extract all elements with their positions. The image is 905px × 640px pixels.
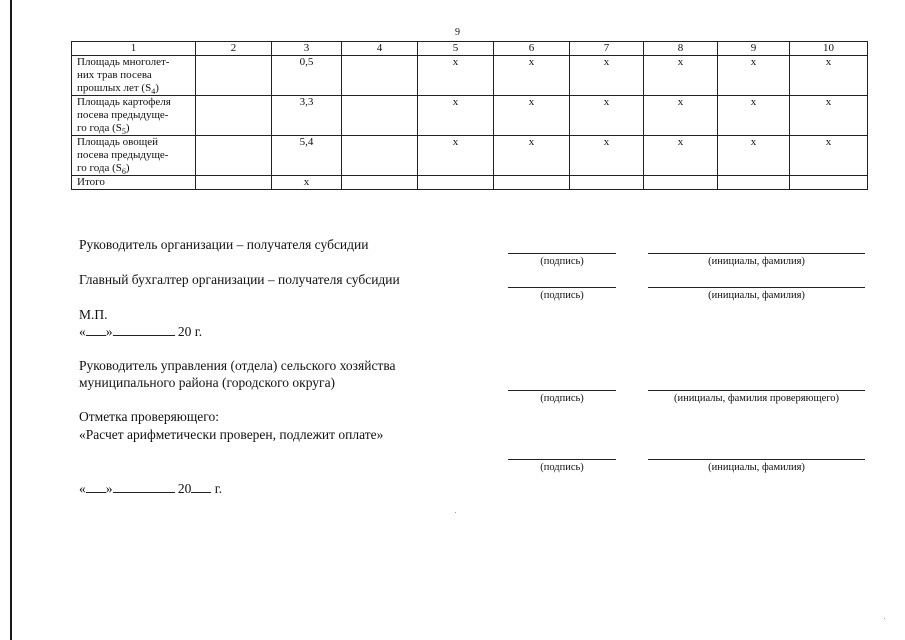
table-cell: х bbox=[718, 136, 790, 176]
signature-caption: (подпись) bbox=[540, 290, 584, 301]
row-label: Площадь многолет- них трав посева прошлых лет $(S_4)$ bbox=[72, 56, 196, 96]
dept-head-title-line2: муниципального района (городского округа) bbox=[79, 375, 336, 390]
table-cell bbox=[196, 176, 272, 190]
table-cell: х bbox=[718, 56, 790, 96]
table-cell: х bbox=[418, 56, 494, 96]
page-number: 9 bbox=[455, 27, 460, 38]
table-cell bbox=[718, 176, 790, 190]
table-cell bbox=[196, 56, 272, 96]
column-header: 2 bbox=[196, 42, 272, 56]
row-label: Итого bbox=[72, 176, 196, 190]
table-cell bbox=[342, 96, 418, 136]
table-cell bbox=[644, 176, 718, 190]
column-header: 7 bbox=[570, 42, 644, 56]
name-line bbox=[648, 459, 865, 460]
table-cell: х bbox=[644, 56, 718, 96]
date-field: « » 20 г. bbox=[79, 324, 203, 339]
signature-line bbox=[508, 253, 616, 254]
subsidy-calculation-table bbox=[71, 41, 868, 190]
table-cell: х bbox=[570, 96, 644, 136]
signature-line bbox=[508, 390, 616, 391]
checker-name-caption: (инициалы, фамилия проверяющего) bbox=[673, 393, 840, 404]
scan-speck bbox=[455, 512, 456, 513]
table-cell bbox=[418, 176, 494, 190]
table-cell bbox=[494, 176, 570, 190]
signature-caption: (подпись) bbox=[540, 256, 584, 267]
checker-mark-text: «Расчет арифметически проверен, подлежит оплате» bbox=[79, 427, 384, 442]
table-row bbox=[72, 136, 868, 176]
table-cell: х bbox=[494, 96, 570, 136]
check-date-field: « » 20 г. bbox=[79, 481, 223, 496]
table-cell: х bbox=[494, 56, 570, 96]
signature-caption: (подпись) bbox=[540, 462, 584, 473]
name-line bbox=[648, 253, 865, 254]
stamp-place-label: М.П. bbox=[79, 307, 108, 322]
table-cell: х bbox=[418, 96, 494, 136]
signature-line bbox=[508, 459, 616, 460]
table-cell bbox=[196, 96, 272, 136]
name-caption: (инициалы, фамилия) bbox=[708, 290, 805, 301]
column-header: 5 bbox=[418, 42, 494, 56]
table-cell: х bbox=[644, 96, 718, 136]
table-cell: х bbox=[570, 136, 644, 176]
column-header: 10 bbox=[790, 42, 868, 56]
table-cell: х bbox=[494, 136, 570, 176]
signature-caption: (подпись) bbox=[540, 393, 584, 404]
signature-line bbox=[508, 287, 616, 288]
table-cell: х bbox=[790, 56, 868, 96]
row-label: Площадь овощей посева предыдуще- го года $(S_6)$ bbox=[72, 136, 196, 176]
table-cell bbox=[342, 136, 418, 176]
binding-margin-line bbox=[10, 0, 12, 640]
row-label: Площадь картофеля посева предыдуще- го года $(S_5)$ bbox=[72, 96, 196, 136]
dept-head-title-line1: Руководитель управления (отдела) сельского хозяйства bbox=[79, 358, 396, 373]
table-row bbox=[72, 56, 868, 96]
name-line bbox=[648, 287, 865, 288]
table-row bbox=[72, 96, 868, 136]
table-cell bbox=[342, 176, 418, 190]
table-cell bbox=[570, 176, 644, 190]
table-cell: 0,5 bbox=[272, 56, 342, 96]
table-header-row bbox=[72, 42, 868, 56]
table-cell: х bbox=[790, 96, 868, 136]
column-header: 6 bbox=[494, 42, 570, 56]
column-header: 8 bbox=[644, 42, 718, 56]
table-cell: х bbox=[718, 96, 790, 136]
table-cell: х bbox=[570, 56, 644, 96]
name-line bbox=[648, 390, 865, 391]
column-header: 9 bbox=[718, 42, 790, 56]
column-header: 3 bbox=[272, 42, 342, 56]
table-cell: х bbox=[272, 176, 342, 190]
checker-mark-label: Отметка проверяющего: bbox=[79, 409, 219, 424]
table-cell bbox=[790, 176, 868, 190]
column-header: 4 bbox=[342, 42, 418, 56]
table-cell bbox=[342, 56, 418, 96]
table-row-total bbox=[72, 176, 868, 190]
column-header: 1 bbox=[72, 42, 196, 56]
accountant-signature-title: Главный бухгалтер организации – получателя субсидии bbox=[79, 272, 400, 287]
table-cell: х bbox=[418, 136, 494, 176]
table-cell: х bbox=[790, 136, 868, 176]
scan-speck bbox=[884, 618, 885, 619]
name-caption: (инициалы, фамилия) bbox=[708, 256, 805, 267]
table-cell: 3,3 bbox=[272, 96, 342, 136]
name-caption: (инициалы, фамилия) bbox=[708, 462, 805, 473]
table-cell: 5,4 bbox=[272, 136, 342, 176]
head-signature-title: Руководитель организации – получателя субсидии bbox=[79, 237, 369, 252]
table-cell: х bbox=[644, 136, 718, 176]
table-cell bbox=[196, 136, 272, 176]
